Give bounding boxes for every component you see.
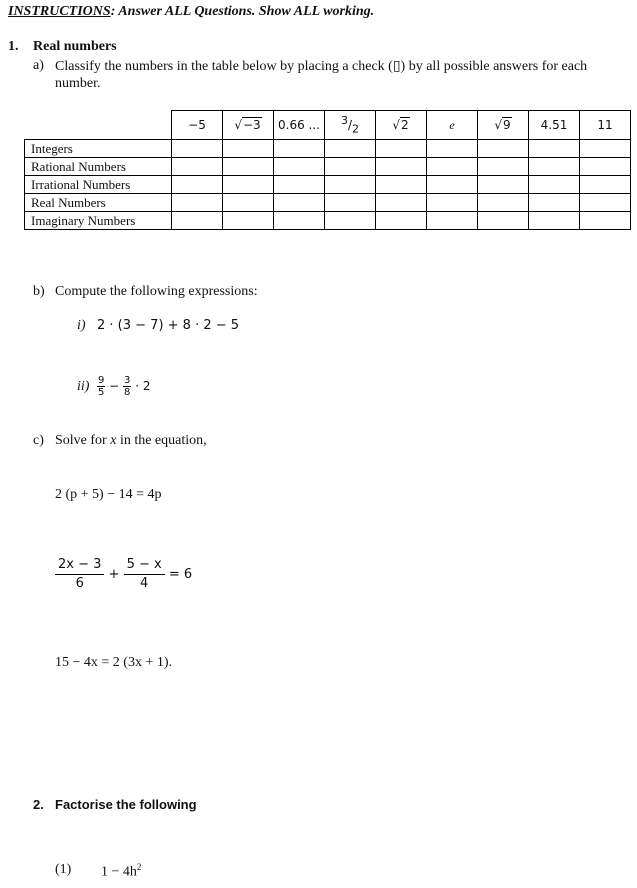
check-cell[interactable] — [529, 140, 580, 158]
check-cell[interactable] — [427, 140, 478, 158]
check-cell[interactable] — [325, 212, 376, 230]
check-cell[interactable] — [580, 140, 631, 158]
part-b-i-expression: 2 · (3 − 7) + 8 · 2 − 5 — [97, 318, 240, 333]
part-b-label: b) — [33, 284, 45, 299]
column-header: $^3/_2$ — [325, 111, 376, 140]
check-cell[interactable] — [478, 194, 529, 212]
column-header: √−3 — [223, 111, 274, 140]
check-cell[interactable] — [580, 176, 631, 194]
column-header: √2 — [376, 111, 427, 140]
column-header: e — [427, 111, 478, 140]
instructions-line — [8, 4, 374, 20]
check-cell[interactable] — [478, 158, 529, 176]
part-b-text: Compute the following expressions: — [55, 284, 258, 299]
check-cell[interactable] — [580, 158, 631, 176]
check-cell[interactable] — [172, 158, 223, 176]
part-a-label: a) — [33, 58, 44, 73]
instructions-text: : Answer ALL Questions. Show ALL working. — [110, 4, 375, 19]
check-cell[interactable] — [325, 158, 376, 176]
part-b-ii-label: ii) $\frac{9}{5}$ − $\frac{3}{8}$ · 2 — [77, 375, 151, 398]
column-header: √9 — [478, 111, 529, 140]
table-row — [25, 176, 631, 194]
check-cell[interactable] — [172, 194, 223, 212]
equation-1: 2 (p + 5) − 14 = 4p — [55, 487, 162, 502]
table-corner — [25, 111, 172, 140]
question-2-number: 2. — [33, 797, 44, 812]
question-2-item-1-label: (1) — [55, 862, 72, 877]
table-row — [25, 140, 631, 158]
check-cell[interactable] — [529, 194, 580, 212]
check-cell[interactable] — [478, 212, 529, 230]
check-cell[interactable] — [376, 212, 427, 230]
row-label: Imaginary Numbers — [25, 212, 172, 230]
check-cell[interactable] — [376, 158, 427, 176]
row-label: Integers — [25, 140, 172, 158]
column-header: −5 — [172, 111, 223, 140]
column-header: 4.51 — [529, 111, 580, 140]
check-cell[interactable] — [529, 176, 580, 194]
check-cell[interactable] — [274, 212, 325, 230]
column-header: 0.66 ... — [274, 111, 325, 140]
question-2-item-1-expression: $1 - 4h^2$ — [101, 862, 142, 880]
check-cell[interactable] — [223, 212, 274, 230]
row-label: Irrational Numbers — [25, 176, 172, 194]
check-cell[interactable] — [223, 194, 274, 212]
check-cell[interactable] — [172, 140, 223, 158]
check-cell[interactable] — [223, 158, 274, 176]
check-cell[interactable] — [427, 176, 478, 194]
check-cell[interactable] — [223, 176, 274, 194]
check-cell[interactable] — [172, 212, 223, 230]
check-cell[interactable] — [172, 176, 223, 194]
part-c-label: c) — [33, 433, 44, 448]
check-cell[interactable] — [376, 194, 427, 212]
part-b-i-label: i) — [77, 318, 86, 333]
check-cell[interactable] — [427, 212, 478, 230]
table-row — [25, 212, 631, 230]
classification-table — [24, 110, 631, 230]
check-cell[interactable] — [580, 212, 631, 230]
equation-3: 15 − 4x = 2 (3x + 1). — [55, 655, 173, 670]
part-a-text: Classify the numbers in the table below by placing a check (▯) by all possible answers for each number. — [55, 59, 588, 91]
check-cell[interactable] — [427, 158, 478, 176]
check-cell[interactable] — [580, 194, 631, 212]
part-b-ii-expression: $\frac{9}{5}$ − $\frac{3}{8}$ · 2 — [97, 375, 151, 398]
check-cell[interactable] — [223, 140, 274, 158]
question-1-title: Real numbers — [33, 39, 117, 54]
table-row — [25, 158, 631, 176]
question-1-number: 1. — [8, 39, 19, 54]
part-c-text: Solve for x in the equation, — [55, 433, 207, 448]
table-header-row — [25, 111, 631, 140]
check-cell[interactable] — [325, 140, 376, 158]
check-cell[interactable] — [325, 176, 376, 194]
row-label: Rational Numbers — [25, 158, 172, 176]
check-cell[interactable] — [427, 194, 478, 212]
instructions-lead: INSTRUCTIONS — [8, 4, 111, 19]
check-cell[interactable] — [274, 140, 325, 158]
question-2-title: Factorise the following — [55, 797, 197, 812]
table-row — [25, 194, 631, 212]
check-cell[interactable] — [274, 176, 325, 194]
column-header: 11 — [580, 111, 631, 140]
check-cell[interactable] — [376, 140, 427, 158]
check-cell[interactable] — [274, 158, 325, 176]
check-cell[interactable] — [274, 194, 325, 212]
row-label: Real Numbers — [25, 194, 172, 212]
check-cell[interactable] — [478, 140, 529, 158]
equation-2: $\frac{2x - 3}{6}$ + $\frac{5 - x}{4}$ = 6 — [55, 556, 192, 593]
check-cell[interactable] — [529, 212, 580, 230]
check-cell[interactable] — [376, 176, 427, 194]
check-cell[interactable] — [325, 194, 376, 212]
check-cell[interactable] — [529, 158, 580, 176]
check-cell[interactable] — [478, 176, 529, 194]
